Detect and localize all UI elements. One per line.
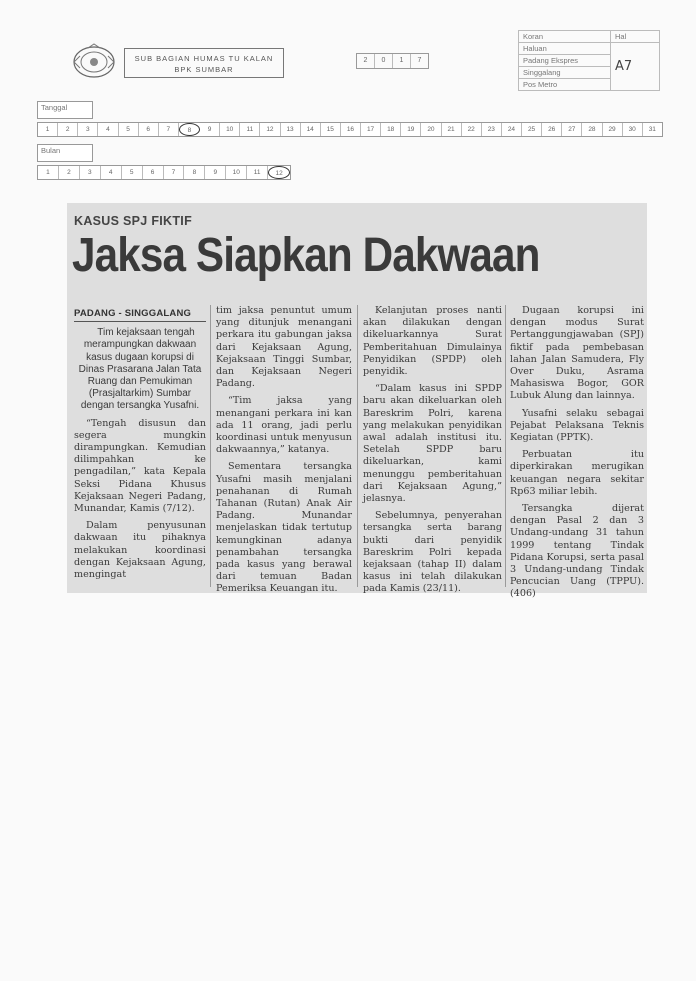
number-cell: 4 [98,123,118,136]
number-cell: 27 [562,123,582,136]
article-paragraph: Dugaan korupsi ini dengan modus Surat Pertanggungjawaban (SPJ) fiktif pada pembebasan lahan Jalan Samudera, Fly Over Duku, Asrama Mahasiswa Bogor, GOR Lubuk Alung dan lainnya. [510,305,644,402]
year-digit: 0 [375,54,393,68]
number-cell: 9 [200,123,220,136]
number-cell: 6 [143,166,164,179]
number-cell: 13 [281,123,301,136]
number-cell: 5 [119,123,139,136]
article-paragraph: Tersangka dijerat dengan Pasal 2 dan 3 Undang-undang 31 tahun 1999 tentang Tindak Pidana Korupsi, serta pasal 3 Undang-undang Tindak Pencucian Uang (TPPU). (406) [510,503,644,600]
number-cell: 1 [38,166,59,179]
number-cell: 11 [247,166,268,179]
number-cell: 9 [205,166,226,179]
agency-seal-logo [70,42,118,82]
number-cell: 3 [80,166,101,179]
number-cell: 10 [226,166,247,179]
article-lead: Tim kejaksaan tengah merampungkan dakwaan kasus dugaan korupsi di Dinas Prasarana Jalan Tata Ruang dan Pemukiman (Prasjaltarkim) Sumbar dengan tersangka Yusafni. [78,327,202,412]
article-paragraph: Perbuatan itu diperkirakan merugikan keuangan negara sekitar Rp63 miliar lebih. [510,449,644,497]
number-cell: 8 [179,123,200,136]
column-divider [505,305,506,587]
number-cell: 2 [59,166,80,179]
article-paragraph: Sebelumnya, penyerahan tersangka serta barang bukti dari penyidik Bareskrim Polri kepada kejaksaan (tahap II) dalam kasus ini telah dilakukan pada Kamis (23/11). [363,510,502,595]
hal-label: Hal [611,31,660,43]
article-paragraph: Dalam penyusunan dakwaan itu pihaknya melakukan koordinasi dengan Kejaksaan Agung, mengingat [74,520,206,581]
tanggal-label: Tanggal [37,101,93,119]
number-cell: 18 [381,123,401,136]
agency-line1: SUB BAGIAN HUMAS TU KALAN [134,54,274,63]
number-cell: 7 [159,123,179,136]
number-cell: 16 [341,123,361,136]
year-box [356,53,429,69]
article-headline: Jaksa Siapkan Dakwaan [72,229,540,282]
agency-line2: BPK SUMBAR [174,65,234,74]
number-cell: 8 [184,166,205,179]
number-cell: 3 [78,123,98,136]
number-cell: 23 [482,123,502,136]
year-digit: 2 [357,54,375,68]
number-cell: 1 [38,123,58,136]
article-column-3 [363,305,502,601]
number-cell: 21 [442,123,462,136]
article-kicker: KASUS SPJ FIKTIF [74,214,193,228]
source-koran: Koran [519,31,611,43]
article-paragraph: “Tim jaksa yang menangani perkara ini kan ada 11 orang, jadi perlu koordinasi untuk menyusun dakwaannya,” katanya. [216,395,352,456]
source-table [518,30,660,91]
column-divider [210,305,211,587]
number-cell: 12 [268,166,290,179]
number-cell: 30 [623,123,643,136]
source-pos-metro: Pos Metro [519,79,611,91]
column-divider [357,305,358,587]
number-cell: 22 [462,123,482,136]
number-cell: 26 [542,123,562,136]
number-cell: 2 [58,123,78,136]
article-paragraph: “Tengah disusun dan segera mungkin dirampungkan. Kemudian dilimpahkan ke pengadilan,” kata Kepala Seksi Pidana Khusus Kejaksaan Negeri Padang, Munandar, Kamis (7/12). [74,417,206,515]
year-digit: 1 [393,54,411,68]
number-cell: 15 [321,123,341,136]
number-cell: 14 [301,123,321,136]
number-cell: 11 [240,123,260,136]
number-cell: 12 [260,123,280,136]
agency-box [124,48,284,78]
number-cell: 20 [421,123,441,136]
year-digit: 7 [417,57,422,64]
number-cell: 5 [122,166,143,179]
article-column-1 [74,308,206,586]
source-haluan: Haluan [519,43,611,55]
bulan-label: Bulan [37,144,93,162]
number-cell: 10 [220,123,240,136]
source-padang-ekspres: Padang Ekspres [519,55,611,67]
article-paragraph: tim jaksa penuntut umum yang ditunjuk menangani perkara itu gabungan jaksa dari Kejaksaan Agung, Kejaksaan Tinggi Sumbar, dan Kejaksaan Negeri Padang. [216,305,352,390]
number-cell: 29 [603,123,623,136]
article-byline: PADANG - SINGGALANG [74,308,206,322]
number-cell: 24 [502,123,522,136]
source-singgalang: Singgalang [519,67,611,79]
number-cell: 25 [522,123,542,136]
number-cell: 19 [401,123,421,136]
number-cell: 28 [582,123,602,136]
number-cell: 4 [101,166,122,179]
tanggal-row [37,122,663,137]
article-column-2 [216,305,352,601]
number-cell: 17 [361,123,381,136]
article-paragraph: Sementara tersangka Yusafni masih menjalani penahanan di Rumah Tahanan (Rutan) Anak Air Padang. Munandar menjelaskan tidak tertutup kemungkinan adanya penambahan tersangka pada kasus yang berawal dari temuan Badan Pemeriksa Keuangan itu. [216,461,352,595]
number-cell: 6 [139,123,159,136]
number-cell: 31 [648,126,656,133]
hal-value: A7 [611,43,660,91]
number-cell: 7 [164,166,185,179]
article-paragraph: Kelanjutan proses nanti akan dilakukan dengan dikeluarkannya Surat Pemberitahuan Dimulainya Penyidikan (SPDP) oleh penyidik. [363,305,502,378]
bulan-row [37,165,291,180]
article-paragraph: “Dalam kasus ini SPDP baru akan dikeluarkan oleh Bareskrim Polri, karena yang melakukan penyidikan awal adalah institusi itu. Setelah SPDP baru dikeluarkan, kami menunggu pemberitahuan dari Kejaksaan Agung,” jelasnya. [363,383,502,505]
article-paragraph: Yusafni selaku sebagai Pejabat Pelaksana Teknis Kegiatan (PPTK). [510,407,644,444]
article-column-4 [510,305,644,606]
